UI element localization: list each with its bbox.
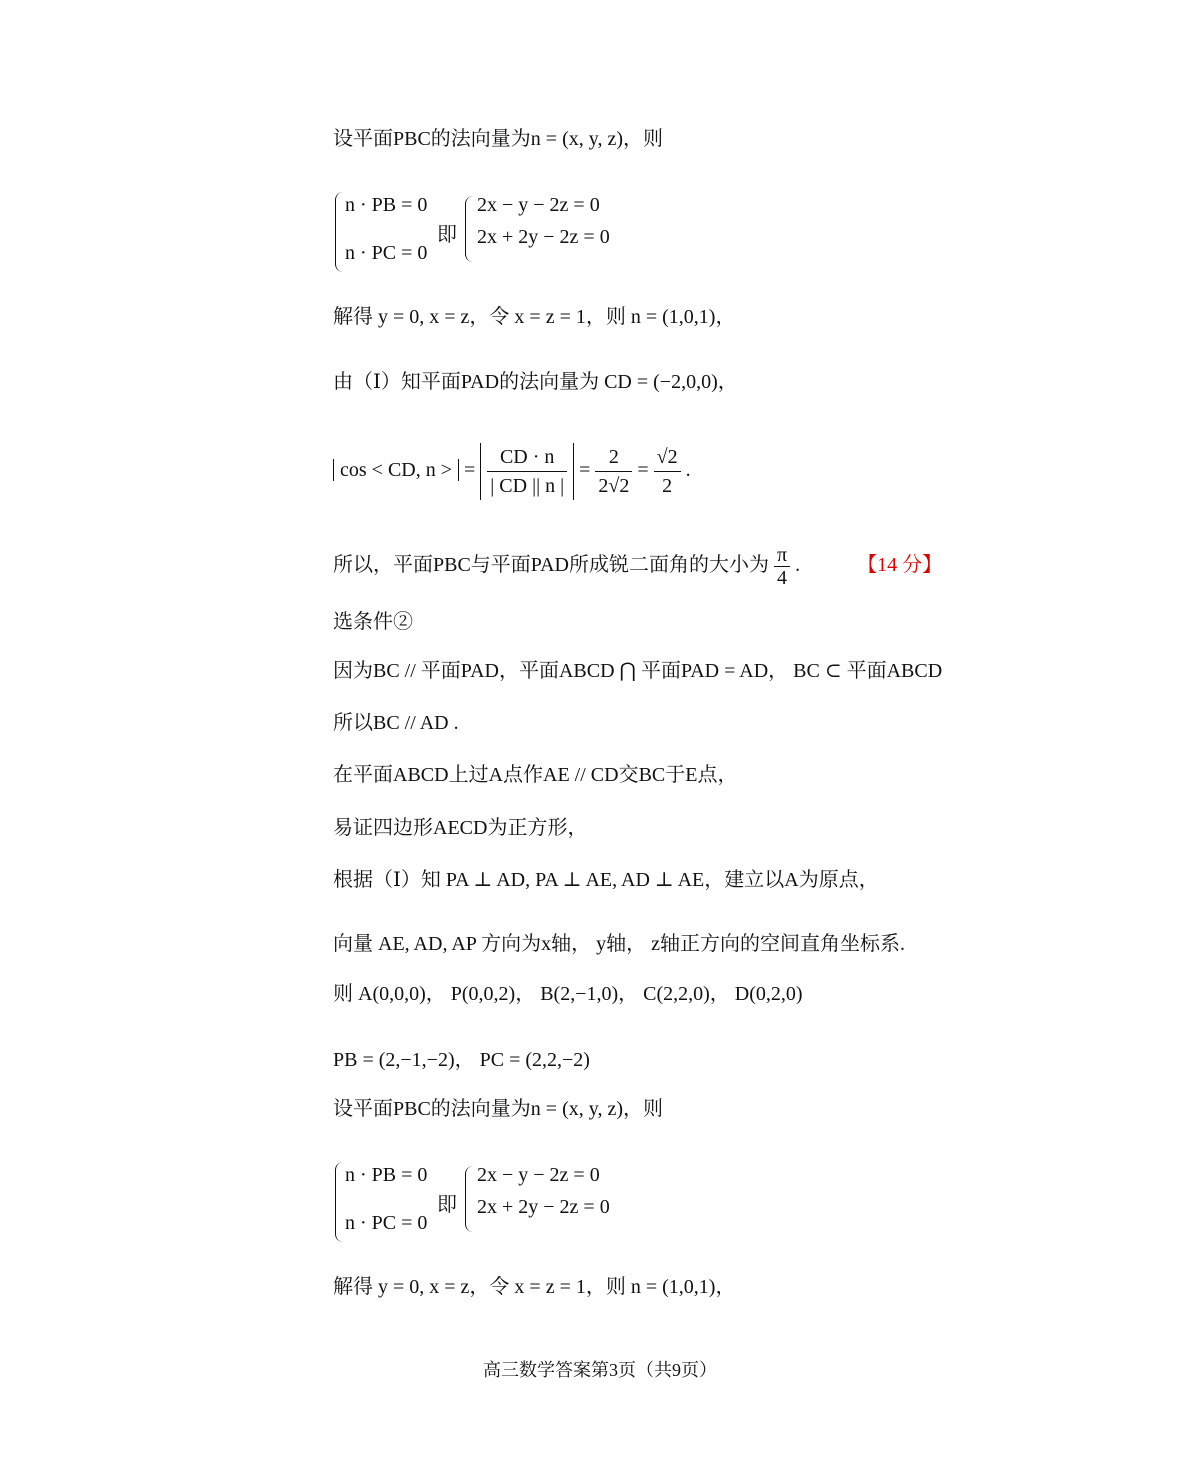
system-eq-2: 2x + 2y − 2z = 0 — [477, 226, 610, 248]
text-line-normal-vector-intro: 设平面PBC的法向量为n = (x, y, z)，则 — [333, 128, 663, 150]
text-line-axes: 向量 AE, AD, AP 方向为x轴， y轴， z轴正方向的空间直角坐标系. — [333, 933, 906, 955]
text-line-solution-2: 解得 y = 0, x = z，令 x = z = 1，则 n = (1,0,1)， — [333, 1276, 736, 1298]
pi-num: π — [774, 544, 790, 567]
equation-system-1 — [333, 190, 653, 276]
system-eq-1: 2x − y − 2z = 0 — [477, 1164, 600, 1186]
score-badge: 【14 分】 — [857, 554, 943, 576]
system-eq-1: 2x − y − 2z = 0 — [477, 194, 600, 216]
cos-denominator: | CD || n | — [490, 474, 565, 497]
system-eq-2: 2x + 2y − 2z = 0 — [477, 1196, 610, 1218]
text-line-because: 因为BC // 平面PAD，平面ABCD ⋂ 平面PAD = AD， BC ⊂ 平面ABCD — [333, 660, 943, 682]
text-line-therefore: 所以BC // AD . — [333, 712, 459, 734]
system-row-1: n · PB = 0 — [345, 194, 428, 216]
frac2-num: 2 — [595, 443, 632, 472]
frac3-num: √2 — [654, 443, 681, 472]
text-line-construct: 在平面ABCD上过A点作AE // CD交BC于E点， — [333, 764, 738, 786]
right-brace — [465, 1166, 474, 1232]
conclusion-text: 所以，平面PBC与平面PAD所成锐二面角的大小为 — [333, 554, 769, 576]
system-row-2: n · PC = 0 — [345, 1212, 428, 1234]
cos-fraction-abs — [480, 443, 574, 500]
text-line-pad-normal: 由（Ⅰ）知平面PAD的法向量为 CD = (−2,0,0)， — [333, 371, 738, 393]
pi-den: 4 — [777, 566, 788, 589]
cosine-formula: cos < CD, n > = $\frac{CD \cdot n}{| CD || n |}$ = $\frac{2}{2√2}$ = $\frac{√2}{2}$ . — [333, 430, 691, 510]
text-line-solution-1: 解得 y = 0, x = z，令 x = z = 1，则 n = (1,0,1)， — [333, 306, 736, 328]
text-line-option-2: 选条件② — [333, 611, 413, 633]
system-ji: 即 — [437, 1194, 457, 1216]
text-line-perpendicular: 根据（Ⅰ）知 PA ⊥ AD, PA ⊥ AE, AD ⊥ AE，建立以A为原点， — [333, 869, 879, 891]
system-ji: 即 — [437, 224, 457, 246]
text-line-vectors: PB = (2,−1,−2)， PC = (2,2,−2) — [333, 1049, 590, 1071]
frac3-den: 2 — [662, 474, 673, 497]
text-line-conclusion: 所以，平面PBC与平面PAD所成锐二面角的大小为 $\frac{\pi}{4}$ . 【14 分】 — [333, 543, 943, 589]
cos-numerator: CD · n — [487, 443, 567, 472]
text-line-coordinates: 则 A(0,0,0)， P(0,0,2)， B(2,−1,0)， C(2,2,0)， D(0,2,0) — [333, 983, 803, 1005]
text-line-normal-vector-intro-2: 设平面PBC的法向量为n = (x, y, z)，则 — [333, 1098, 663, 1120]
frac2-den: 2√2 — [598, 474, 630, 497]
system-row-1: n · PB = 0 — [345, 1164, 428, 1186]
system-row-2: n · PC = 0 — [345, 242, 428, 264]
page-footer: 高三数学答案第3页（共9页） — [483, 1360, 717, 1380]
right-brace — [465, 196, 474, 262]
equation-system-2 — [333, 1160, 653, 1246]
text-line-square: 易证四边形AECD为正方形， — [333, 817, 588, 839]
cos-abs: cos < CD, n > — [333, 459, 459, 481]
